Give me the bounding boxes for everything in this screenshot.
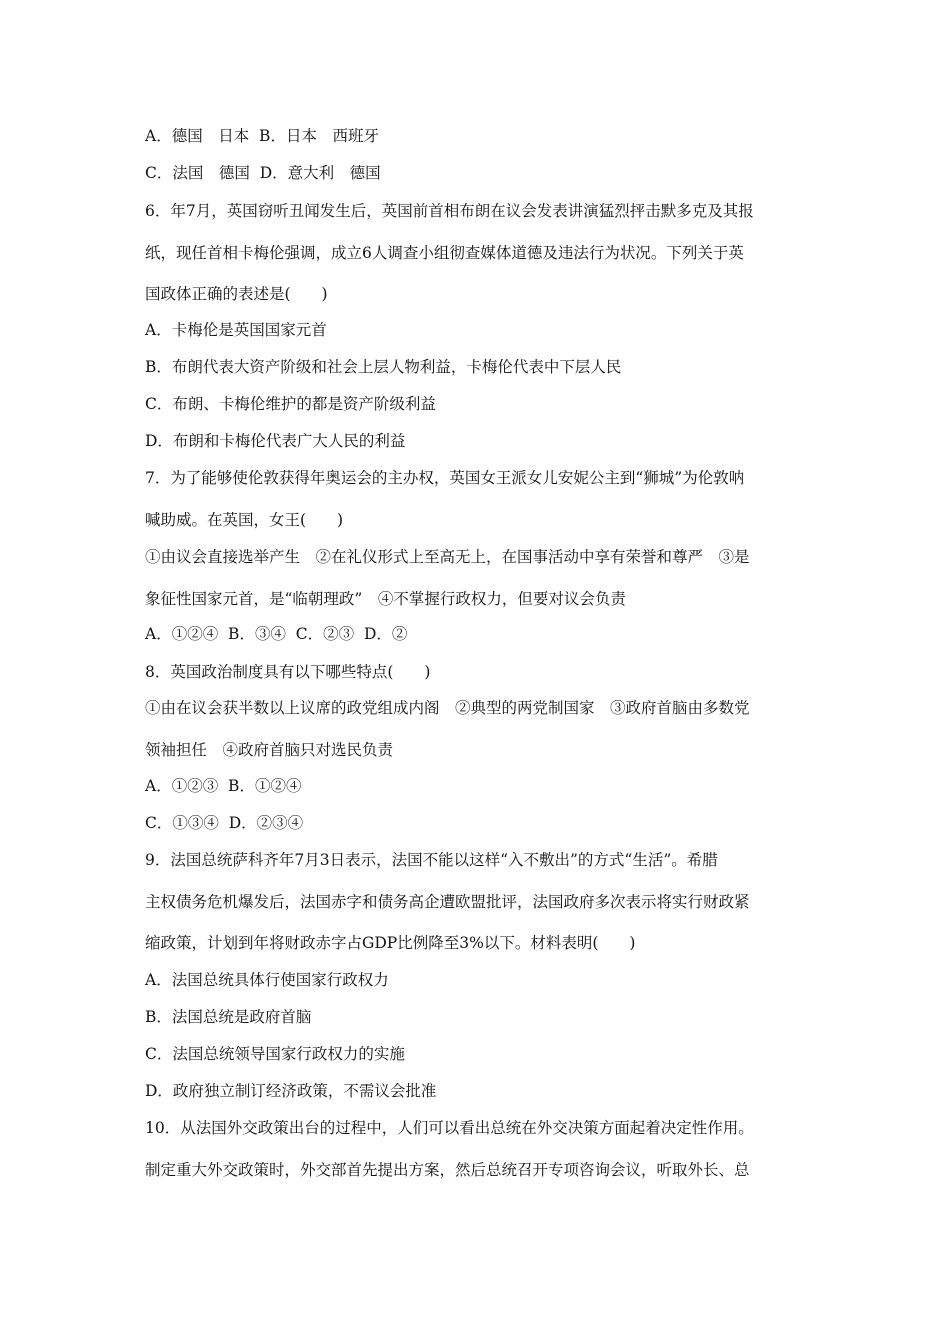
q9-option-b: B．法国总统是政府首脑 [145, 1008, 312, 1026]
q9-option-c: C．法国总统领导国家行政权力的实施 [145, 1045, 405, 1063]
q8-statements-line-2: 领袖担任 ④政府首脑只对选民负责 [145, 741, 394, 759]
q7-stem-line-1: 7．为了能够使伦敦获得年奥运会的主办权，英国女王派女儿安妮公主到“狮城”为伦敦呐 [145, 469, 745, 487]
q7-statements-line-2: 象征性国家元首，是“临朝理政” ④不掌握行政权力，但要对议会负责 [145, 590, 626, 608]
q6-stem-line-2: 纸，现任首相卡梅伦强调，成立6人调查小组彻查媒体道德及违法行为状况。下列关于英 [145, 244, 744, 262]
q6-option-a: A．卡梅伦是英国国家元首 [145, 321, 327, 339]
q7-options: A．①②④ B．③④ C．②③ D．② [145, 625, 408, 643]
q9-stem-line-3: 缩政策，计划到年将财政赤字占GDP比例降至3%以下。材料表明( ) [145, 934, 636, 952]
q6-option-c: C．布朗、卡梅伦维护的都是资产阶级利益 [145, 395, 436, 413]
q7-statements-line-1: ①由议会直接选举产生 ②在礼仪形式上至高无上，在国事活动中享有荣誉和尊严 ③是 [145, 548, 750, 566]
q10-stem-line-1: 10．从法国外交政策出台的过程中，人们可以看出总统在外交决策方面起着决定性作用。 [145, 1119, 754, 1137]
q8-stem: 8．英国政治制度具有以下哪些特点( ) [145, 663, 431, 681]
q10-stem-line-2: 制定重大外交政策时，外交部首先提出方案，然后总统召开专项咨询会议，听取外长、总 [145, 1161, 750, 1179]
q9-stem-line-1: 9．法国总统萨科齐年7月3日表示，法国不能以这样“入不敷出”的方式“生活”。希腊 [145, 851, 718, 869]
q8-statements-line-1: ①由在议会获半数以上议席的政党组成内阁 ②典型的两党制国家 ③政府首脑由多数党 [145, 699, 750, 717]
q5-options-cd: C．法国 德国 D．意大利 德国 [145, 164, 381, 182]
q6-option-d: D．布朗和卡梅伦代表广大人民的利益 [145, 432, 406, 450]
q9-option-a: A．法国总统具体行使国家行政权力 [145, 971, 389, 989]
q8-options-cd: C．①③④ D．②③④ [145, 814, 304, 832]
q9-stem-line-2: 主权债务危机爆发后，法国赤字和债务高企遭欧盟批评，法国政府多次表示将实行财政紧 [145, 893, 750, 911]
q7-stem-line-2: 喊助威。在英国，女王( ) [145, 511, 344, 529]
q6-stem-line-1: 6．年7月，英国窃听丑闻发生后，英国前首相布朗在议会发表讲演猛烈抨击默多克及其报 [145, 202, 754, 220]
q8-options-ab: A．①②③ B．①②④ [145, 777, 302, 795]
q9-option-d: D．政府独立制订经济政策，不需议会批准 [145, 1082, 437, 1100]
q5-options-ab: A．德国 日本 B．日本 西班牙 [145, 127, 379, 145]
q6-stem-line-3: 国政体正确的表述是( ) [145, 285, 328, 303]
q6-option-b: B．布朗代表大资产阶级和社会上层人物利益，卡梅伦代表中下层人民 [145, 358, 622, 376]
